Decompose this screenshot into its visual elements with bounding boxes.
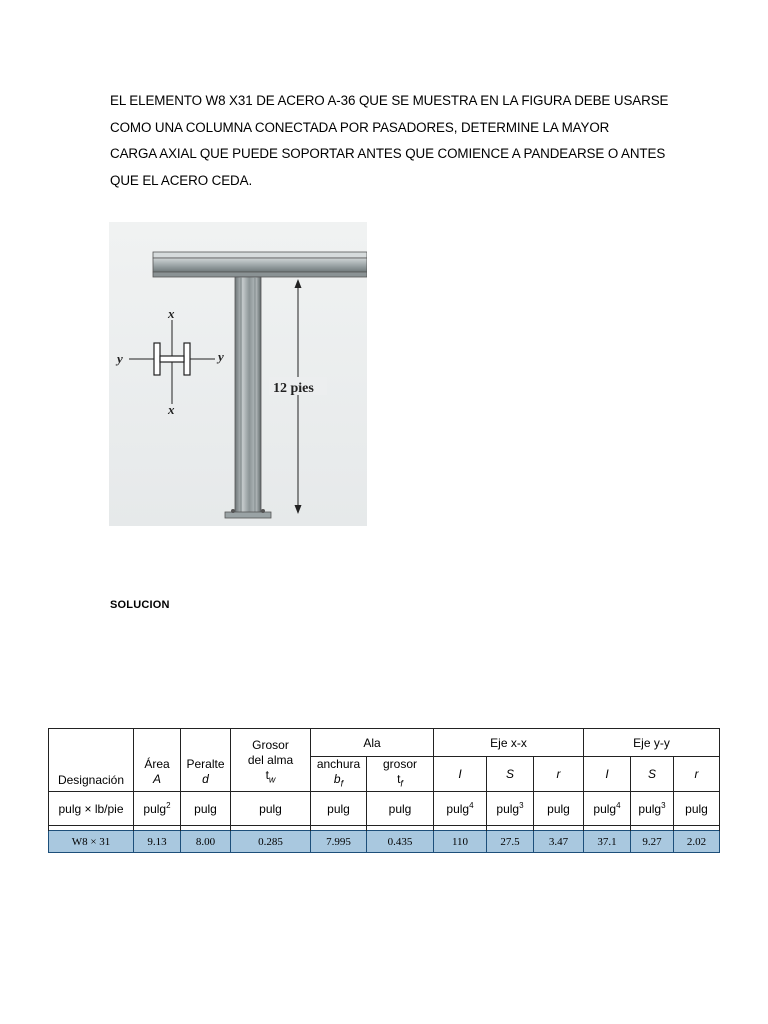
problem-line: QUE EL ACERO CEDA. [110,172,253,188]
problem-line: EL ELEMENTO W8 X31 DE ACERO A-36 QUE SE MUESTRA EN LA FIGURA DEBE USARSE [110,93,669,108]
header-xx-i: I [434,757,487,792]
problem-statement [110,88,670,194]
header-ala: Ala [311,729,434,757]
header-grosor-ala: grosor $t_f$ [367,757,434,792]
unit-yy-s: pulg$^3$ [631,792,674,826]
cell-designacion: W8 × 31 [49,831,134,853]
cell-grosor-ala: 0.435 [367,831,434,853]
top-beam [153,252,367,277]
unit-designacion: pulg × lb/pie [49,792,134,826]
header-xx-r: r [534,757,584,792]
section-properties-table [48,728,720,853]
header-xx-s: S [487,757,534,792]
unit-xx-i: pulg$^4$ [434,792,487,826]
header-yy-r: r [674,757,720,792]
table-row [49,831,720,853]
cell-grosor-alma: 0.285 [231,831,311,853]
length-label: 12 pies [273,381,314,396]
cell-area: 9.13 [134,831,181,853]
axis-x-bottom-label: x [168,402,175,417]
cell-xx-i: 110 [434,831,487,853]
unit-peralte: pulg [181,792,231,826]
cell-xx-r: 3.47 [534,831,584,853]
unit-yy-r: pulg [674,792,720,826]
column-figure [109,222,367,526]
unit-yy-i: pulg$^4$ [584,792,631,826]
unit-xx-s: pulg$^3$ [487,792,534,826]
cell-peralte: 8.00 [181,831,231,853]
problem-line: COMO UNA COLUMNA CONECTADA POR PASADORES, DETERMINE LA MAYOR [110,119,610,135]
header-designacion: Designación [49,729,134,792]
unit-grosor-alma: pulg [231,792,311,826]
cell-yy-i: 37.1 [584,831,631,853]
header-yy-i: I [584,757,631,792]
cell-yy-s: 9.27 [631,831,674,853]
unit-grosor-ala: pulg [367,792,434,826]
cell-xx-s: 27.5 [487,831,534,853]
cell-anchura: 7.995 [311,831,367,853]
axis-y-right-label: y [218,349,224,364]
header-eje-xx: Eje x-x [434,729,584,757]
unit-anchura: pulg [311,792,367,826]
header-yy-s: S [631,757,674,792]
unit-area: pulg$^2$ [134,792,181,826]
header-grosor-alma: Grosor del alma $t_w$ [231,729,311,792]
header-anchura: anchura $b_f$ [311,757,367,792]
axis-x-top-label: x [168,306,175,321]
cell-yy-r: 2.02 [674,831,720,853]
header-peralte: Peralte d [181,729,231,792]
problem-line: CARGA AXIAL QUE PUEDE SOPORTAR ANTES QUE COMIENCE A PANDEARSE O ANTES [110,146,666,162]
solution-heading: SOLUCION [110,599,170,611]
units-row [49,792,720,826]
header-eje-yy: Eje y-y [584,729,720,757]
header-area: Área A [134,729,181,792]
axis-y-left-label: y [117,351,123,366]
unit-xx-r: pulg [534,792,584,826]
